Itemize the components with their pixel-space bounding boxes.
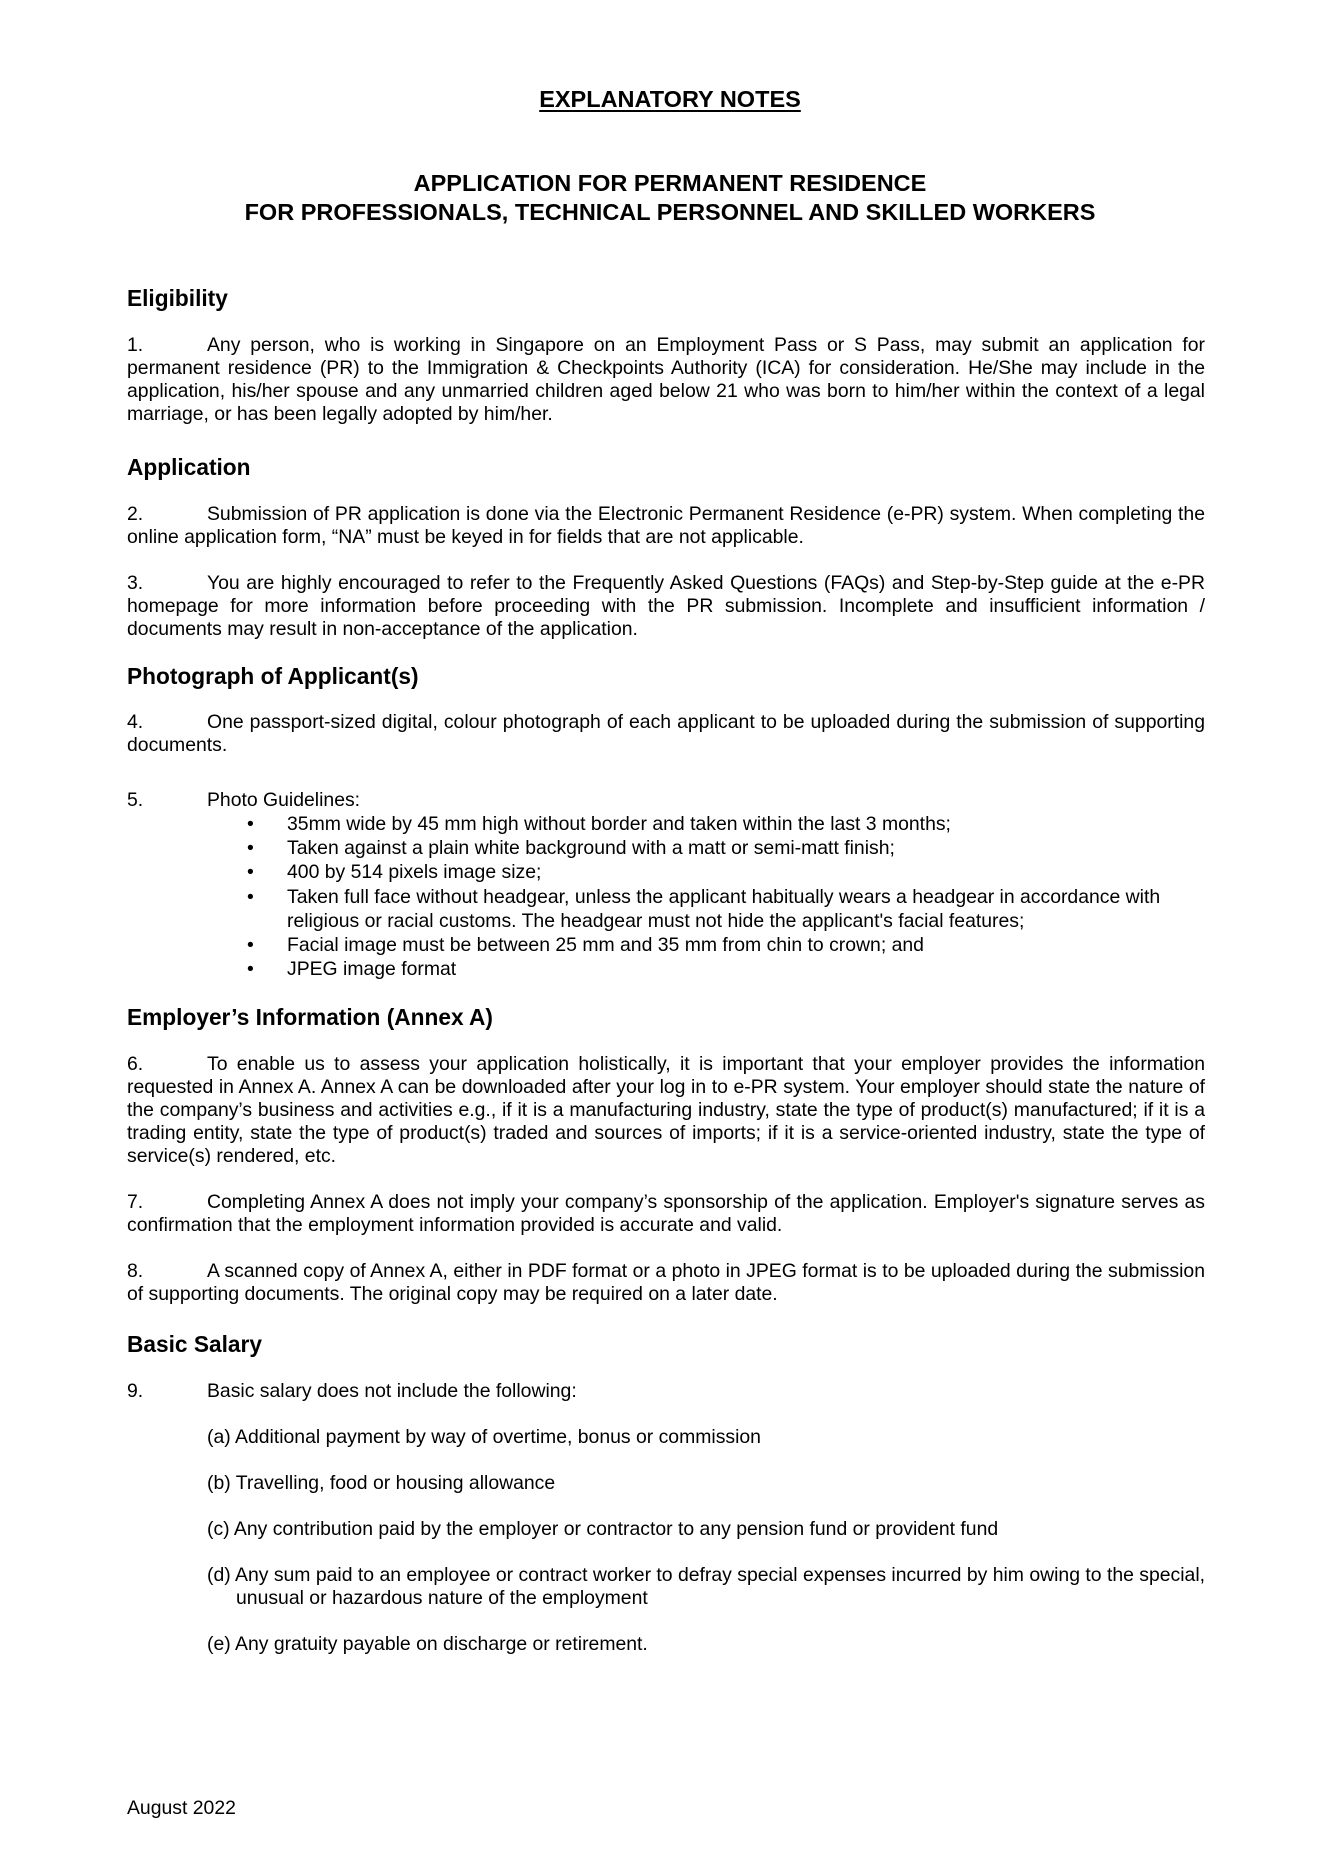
notes-title: EXPLANATORY NOTES bbox=[539, 86, 801, 112]
section-heading-employer: Employer’s Information (Annex A) bbox=[127, 1004, 493, 1030]
paragraph-text: A scanned copy of Annex A, either in PDF format or a photo in JPEG format is to be uploaded during the submission of supporting documents. The original copy may be required on a later date. bbox=[127, 1260, 1205, 1305]
paragraph-number: 1. bbox=[127, 334, 144, 356]
paragraph-4 bbox=[127, 711, 1205, 757]
document-title-line2: FOR PROFESSIONALS, TECHNICAL PERSONNEL AND SKILLED WORKERS bbox=[244, 199, 1096, 225]
paragraph-text: Basic salary does not include the following: bbox=[207, 1380, 577, 1402]
section-heading-application: Application bbox=[127, 454, 251, 480]
paragraph-text: To enable us to assess your application holistically, it is important that your employer provides the information requested in Annex A. Annex A can be downloaded after your log in to e-PR system. Your employer should state the nature of the company’s business and activities e.g., if it is a manufacturing industry, state the type of product(s) manufactured; if it is a trading entity, state the type of product(s) traded and sources of imports; if it is a service-oriented industry, state the type of service(s) rendered, etc. bbox=[127, 1053, 1205, 1167]
paragraph-number: 8. bbox=[127, 1260, 144, 1282]
section-heading-photograph: Photograph of Applicant(s) bbox=[127, 663, 419, 689]
paragraph-text: Submission of PR application is done via the Electronic Permanent Residence (e-PR) system. When completing the online application form, “NA” must be keyed in for fields that are not applicable. bbox=[127, 503, 1205, 548]
paragraph-text: Any person, who is working in Singapore on an Employment Pass or S Pass, may submit an application for permanent residence (PR) to the Immigration & Checkpoints Authority (ICA) for consideration. He/She may include in the application, his/her spouse and any unmarried children aged below 21 who was born to him/her within the context of a legal marriage, or has been legally adopted by him/her. bbox=[127, 334, 1205, 425]
document-title-line1: APPLICATION FOR PERMANENT RESIDENCE bbox=[413, 170, 927, 196]
paragraph-7 bbox=[127, 1191, 1205, 1237]
list-item: • 400 by 514 pixels image size; bbox=[245, 860, 1205, 884]
photo-guidelines-list bbox=[245, 812, 1205, 981]
list-item: • Taken against a plain white background with a matt or semi-matt finish; bbox=[245, 836, 1205, 860]
list-item: • Facial image must be between 25 mm and 35 mm from chin to crown; and bbox=[245, 933, 1205, 957]
section-heading-eligibility: Eligibility bbox=[127, 285, 228, 311]
paragraph-number: 6. bbox=[127, 1053, 144, 1075]
salary-exclusion-d: (d) Any sum paid to an employee or contract worker to defray special expenses incurred by him owing to the special, unusual or hazardous nature of the employment bbox=[207, 1564, 1206, 1609]
paragraph-number: 2. bbox=[127, 503, 144, 525]
list-item: • Taken full face without headgear, unless the applicant habitually wears a headgear in accordance with religious or racial customs. The headgear must not hide the applicant's facial features; bbox=[245, 885, 1205, 933]
paragraph-2 bbox=[127, 503, 1205, 549]
paragraph-text: One passport-sized digital, colour photograph of each applicant to be uploaded during the submission of supporting documents. bbox=[127, 711, 1205, 756]
salary-exclusion-b: (b) Travelling, food or housing allowance bbox=[207, 1472, 556, 1494]
paragraph-number: 7. bbox=[127, 1191, 144, 1213]
paragraph-text: Photo Guidelines: bbox=[207, 789, 361, 811]
paragraph-1 bbox=[127, 334, 1205, 426]
paragraph-9 bbox=[127, 1380, 1205, 1403]
paragraph-6 bbox=[127, 1053, 1205, 1168]
paragraph-text: Completing Annex A does not imply your company’s sponsorship of the application. Employer's signature serves as confirmation that the employment information provided is accurate and valid. bbox=[127, 1191, 1205, 1236]
list-item: • JPEG image format bbox=[245, 957, 1205, 981]
salary-exclusion-c: (c) Any contribution paid by the employer or contractor to any pension fund or provident fund bbox=[207, 1518, 999, 1540]
paragraph-3 bbox=[127, 572, 1205, 641]
salary-exclusion-e: (e) Any gratuity payable on discharge or retirement. bbox=[207, 1633, 648, 1655]
paragraph-number: 4. bbox=[127, 711, 144, 733]
paragraph-text: You are highly encouraged to refer to the Frequently Asked Questions (FAQs) and Step-by-Step guide at the e-PR homepage for more information before proceeding with the PR submission. Incomplete and insufficient information / documents may result in non-acceptance of the application. bbox=[127, 572, 1205, 640]
section-heading-basic-salary: Basic Salary bbox=[127, 1331, 262, 1357]
list-item: • 35mm wide by 45 mm high without border and taken within the last 3 months; bbox=[245, 812, 1205, 836]
paragraph-number: 5. bbox=[127, 789, 144, 811]
footer-date: August 2022 bbox=[127, 1797, 236, 1819]
salary-exclusion-a: (a) Additional payment by way of overtime, bonus or commission bbox=[207, 1426, 761, 1448]
paragraph-number: 3. bbox=[127, 572, 144, 594]
paragraph-5 bbox=[127, 789, 1205, 812]
paragraph-number: 9. bbox=[127, 1380, 144, 1402]
paragraph-8 bbox=[127, 1260, 1205, 1306]
